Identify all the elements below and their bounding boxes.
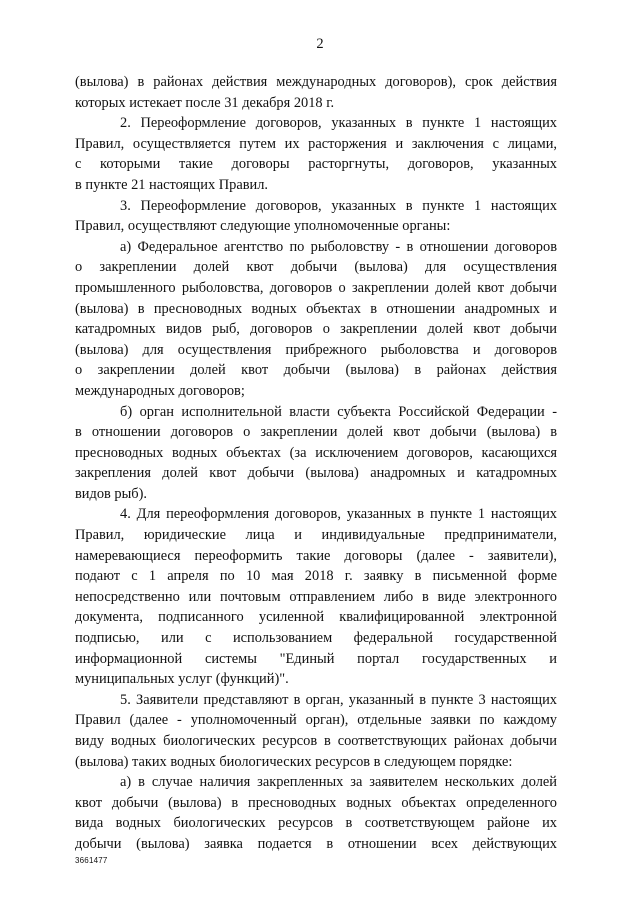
text-line: подают с 1 апреля по 10 мая 2018 г. заявку в письменной форме [75,568,557,585]
document-id: 3661477 [75,856,108,865]
text-line: виду водных биологических ресурсов в соответствующих районах добычи [75,733,557,749]
text-line: международных договоров; [75,382,245,399]
text-line: документа, подписанного усиленной квалифицированной электронной [75,609,557,626]
text-line: катадромных видов рыб, договоров о закреплении долей квот добычи [75,321,557,338]
text-line: в пункте 21 настоящих Правил. [75,176,268,193]
text-line: (вылова) в районах действия международных договоров), срок действия [75,74,557,90]
text-line: подписью, или с использованием федеральной государственной [75,630,557,647]
page-number: 2 [316,36,324,52]
text-line: о закреплении долей квот добычи (вылова) для осуществления [75,259,557,276]
text-line: намеревающиеся переоформить такие договоры (далее - заявители), [75,547,557,564]
text-line: (вылова) для осуществления прибрежного рыболовства и договоров [75,341,557,358]
text-line: квот добычи (вылова) в пресноводных водных объектах определенного [75,794,557,811]
text-line: вида водных биологических ресурсов в соответствующем районе их [75,815,557,832]
text-line: 3. Переоформление договоров, указанных в пункте 1 настоящих [120,197,557,214]
text-line: с которыми такие договоры расторгнуты, договоров, указанных [75,156,557,173]
text-line: добычи (вылова) заявка подается в отношении всех действующих [75,835,557,852]
text-line: 5. Заявители представляют в орган, указанный в пункте 3 настоящих [120,691,557,708]
text-line: Правил, осуществляют следующие уполномоченные органы: [75,218,451,235]
text-line: промышленного рыболовства, договоров о закреплении долей квот добычи [75,279,557,296]
text-line: видов рыб). [75,485,147,502]
text-line: (вылова) таких водных биологических ресурсов в следующем порядке: [75,753,513,770]
text-line: Правил, осуществляется путем их расторжения и заключения с лицами, [75,135,557,152]
text-line: а) Федеральное агентство по рыболовству - в отношении договоров [120,238,557,255]
text-line: в отношении договоров о закреплении долей квот добычи (вылова) в [75,424,557,441]
text-line: непосредственно или почтовым отправлением либо в виде электронного [75,588,557,605]
text-line: а) в случае наличия закрепленных за заявителем нескольких долей [120,774,557,791]
body-text [75,72,557,855]
text-line: б) орган исполнительной власти субъекта Российской Федерации - [120,403,557,420]
text-line: закрепления долей квот добычи (вылова) анадромных и катадромных [75,465,557,482]
text-line: 2. Переоформление договоров, указанных в пункте 1 настоящих [120,115,557,132]
text-line: которых истекает после 31 декабря 2018 г. [75,94,335,111]
text-line: Правил (далее - уполномоченный орган), отдельные заявки по каждому [75,712,557,729]
text-line: (вылова) в пресноводных водных объектах в отношении анадромных и [75,300,557,317]
text-line: информационной системы "Единый портал государственных и [75,650,557,667]
text-line: о закреплении долей квот добычи (вылова) в районах действия [75,362,557,379]
text-line: муниципальных услуг (функций)". [75,671,289,688]
text-line: 4. Для переоформления договоров, указанных в пункте 1 настоящих [120,506,557,523]
text-line: Правил, юридические лица и индивидуальные предприниматели, [75,527,557,544]
text-line: пресноводных водных объектах (за исключением договоров, касающихся [75,444,557,461]
